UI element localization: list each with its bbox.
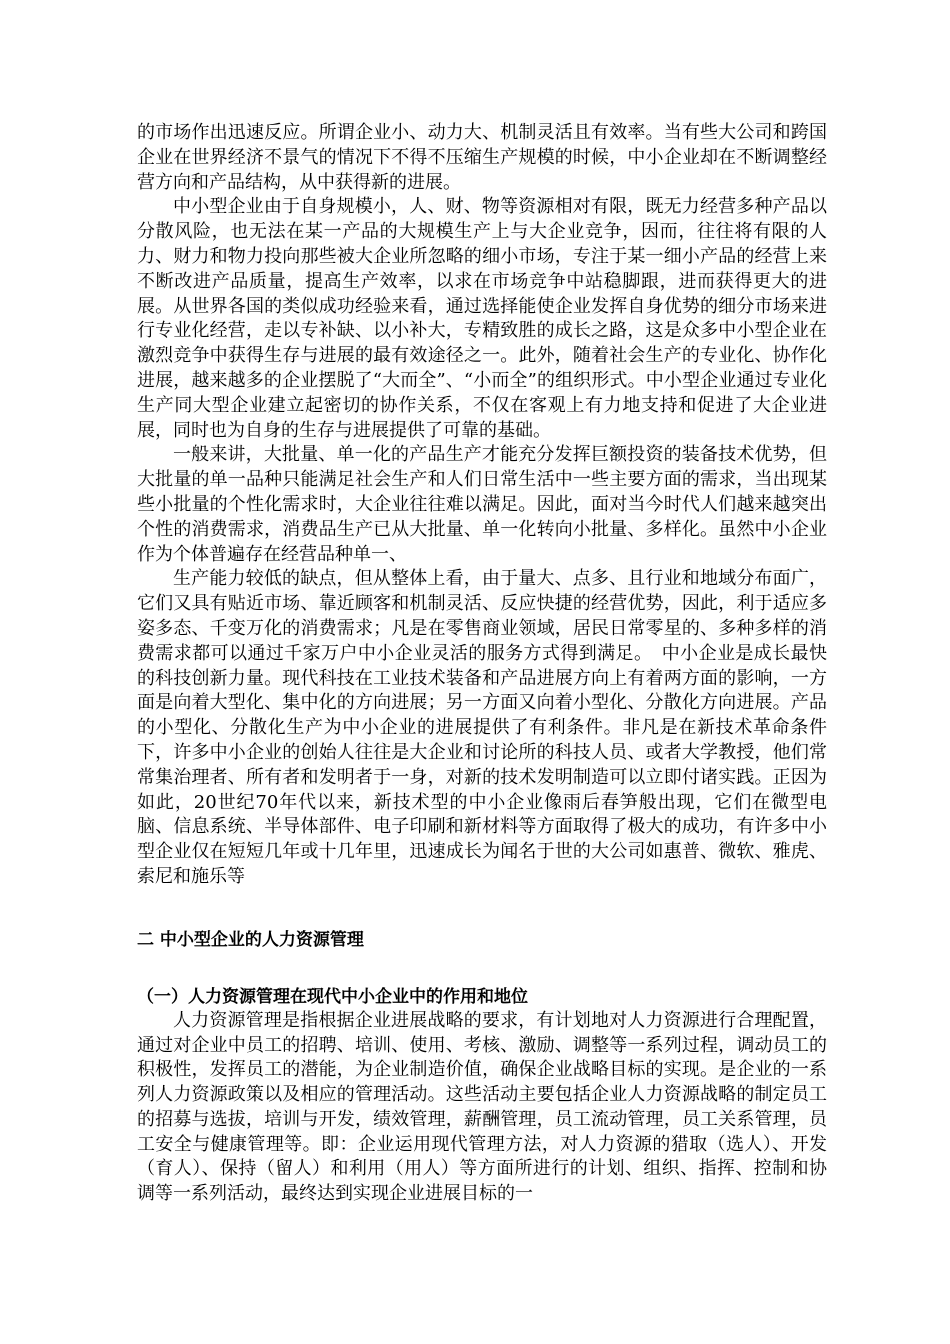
subsection-heading: （一）人力资源管理在现代中小企业中的作用和地位 [137,986,528,1007]
paragraph-4: 生产能力较低的缺点，但从整体上看，由于量大、点多、且行业和地域分布面广，它们又具有贴近市场、靠近顾客和机制灵活、反应快捷的经营优势，因此，利于适应多姿多态、千变万化的消费需求；凡是在零售商业领域，居民日常零星的、多种多样的消费需求都可以通过千家万户中小企业灵活的服务方式得到满足。 中小企业是成长最快的科技创新力量。现代科技在工业技术装备和产品进展方向上有着两方面的影响，一方面是向着大型化、集中化的方向进展；另一方面又向着小型化、分散化方向进展。产品的小型化、分散化生产为中小企业的进展提供了有利条件。非凡是在新技术革命条件下，许多中小企业的创始人往往是大企业和讨论所的科技人员、或者大学教授，他们常常集治理者、所有者和发明者于一身，对新的技术发明制造可以立即付诸实践。正因为如此，20世纪70年代以来，新技术型的中小企业像雨后春笋般出现，它们在微型电脑、信息系统、半导体部件、电子印刷和新材料等方面取得了极大的成功，有许多中小型企业仅在短短几年或十几年里，迅速成长为闻名于世的大公司如惠普、微软、雅虎、索尼和施乐等 [137,568,827,887]
paragraph-2: 中小型企业由于自身规模小，人、财、物等资源相对有限，既无力经营多种产品以分散风险，也无法在某一产品的大规模生产上与大企业竞争，因而，往往将有限的人力、财力和物力投向那些被大企业所忽略的细小市场，专注于某一细小产品的经营上来不断改进产品质量，提高生产效率，以求在市场竞争中站稳脚跟，进而获得更大的进展。从世界各国的类似成功经验来看，通过选择能使企业发挥自身优势的细分市场来进行专业化经营，走以专补缺、以小补大，专精致胜的成长之路，这是众多中小型企业在激烈竞争中获得生存与进展的最有效途径之一。此外，随着社会生产的专业化、协作化进展，越来越多的企业摆脱了“大而全”、“小而全”的组织形式。中小型企业通过专业化生产同大型企业建立起密切的协作关系，不仅在客观上有力地支持和促进了大企业进展，同时也为自身的生存与进展提供了可靠的基础。 [137,196,827,441]
document-page [137,121,827,1207]
paragraph-1: 的市场作出迅速反应。所谓企业小、动力大、机制灵活且有效率。当有些大公司和跨国企业在世界经济不景气的情况下不得不压缩生产规模的时候，中小企业却在不断调整经营方向和产品结构，从中获得新的进展。 [137,122,827,193]
paragraph-3: 一般来讲，大批量、单一化的产品生产才能充分发挥巨额投资的装备技术优势，但大批量的单一品种只能满足社会生产和人们日常生活中一些主要方面的需求，当出现某些小批量的个性化需求时，大企业往往难以满足。因此，面对当今时代人们越来越突出个性的消费需求，消费品生产已从大批量、单一化转向小批量、多样化。虽然中小企业作为个体普遍存在经营品种单一、 [137,444,827,565]
paragraph-hr: 人力资源管理是指根据企业进展战略的要求，有计划地对人力资源进行合理配置，通过对企业中员工的招聘、培训、使用、考核、激励、调整等一系列过程，调动员工的积极性，发挥员工的潜能，为企业制造价值，确保企业战略目标的实现。是企业的一系列人力资源政策以及相应的管理活动。这些活动主要包括企业人力资源战略的制定员工的招募与选拔，培训与开发，绩效管理，薪酬管理，员工流动管理，员工关系管理，员工安全与健康管理等。即：企业运用现代管理方法，对人力资源的猎取（选人）、开发（育人）、保持（留人）和利用（用人）等方面所进行的计划、组织、指挥、控制和协调等一系列活动，最终达到实现企业进展目标的一 [137,1009,827,1205]
section-heading: 二 中小型企业的人力资源管理 [137,929,364,950]
